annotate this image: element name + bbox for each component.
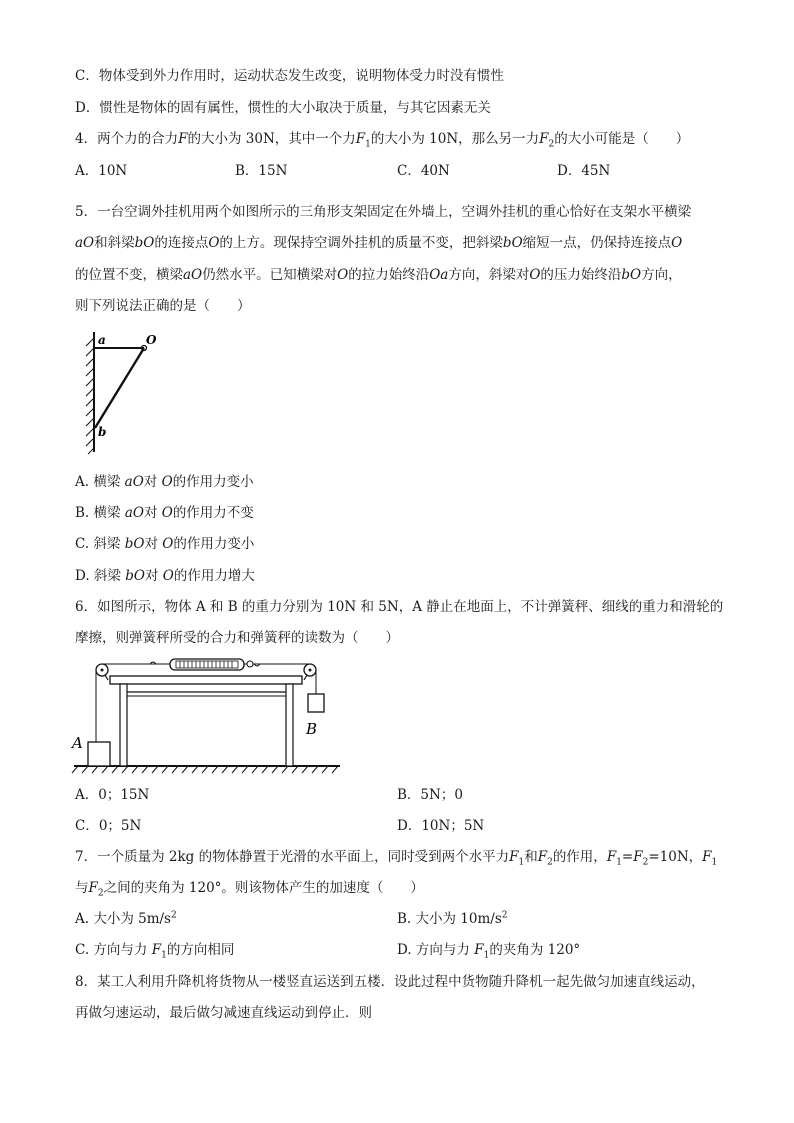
option-c-prev: C．物体受到外力作用时，运动状态发生改变，说明物体受力时没有惯性	[75, 68, 504, 84]
question-6-line-1: 6．如图所示，物体 A 和 B 的重力分别为 10N 和 5N，A 静止在地面上，不计弹簧秤、细线的重力和滑轮的	[75, 599, 724, 615]
label-b: b	[98, 425, 107, 439]
question-6-line-2: 摩擦，则弹簧秤所受的合力和弹簧秤的读数为（ ）	[75, 630, 399, 646]
question-7-line-1: 7．一个质量为 2kg 的物体静置于光滑的水平面上，同时受到两个水平力$F_1$和$F_2$的作用，$F_1=F_2=10N$，$F_1$	[75, 849, 718, 868]
label-b: B	[306, 720, 318, 738]
question-7-line-2: 与$F_2$之间的夹角为 120°。则该物体产生的加速度（ ）	[75, 880, 424, 899]
q6-option-b[interactable]: B．5N；0	[397, 787, 463, 803]
q5-option-d[interactable]: D. 斜梁 bO对 O的作用力增大	[75, 568, 255, 584]
question-5-line-4: 则下列说法正确的是（ ）	[75, 298, 251, 314]
q4-option-c[interactable]: C．40N	[397, 163, 450, 179]
label-a: A	[72, 734, 83, 752]
q6-option-c[interactable]: C．0；5N	[75, 818, 142, 834]
q7-option-a[interactable]: A. 大小为 $5m/s^2$	[75, 910, 177, 927]
label-a: a	[98, 333, 106, 347]
question-4: 4．两个力的合力F的大小为 30N，其中一个力$F_1$的大小为 10N，那么另一力$F_2$的大小可能是（ ）	[75, 131, 690, 150]
pulley-figure	[70, 656, 345, 776]
q5-option-c[interactable]: C. 斜梁 bO对 O的作用力变小	[75, 536, 255, 552]
option-d-prev: D．惯性是物体的固有属性，惯性的大小取决于质量，与其它因素无关	[75, 100, 491, 116]
question-8-line-2: 再做匀速运动，最后做匀减速直线运动到停止．则	[75, 1005, 372, 1021]
question-8-line-1: 8．某工人利用升降机将货物从一楼竖直运送到五楼．设此过程中货物随升降机一起先做匀加速直线运动，	[75, 974, 705, 990]
q7-option-d[interactable]: D. 方向与力 $F_1$的夹角为 120°	[397, 942, 581, 961]
q6-option-a[interactable]: A．0；15N	[75, 787, 150, 803]
q7-option-c[interactable]: C. 方向与力 $F_1$的方向相同	[75, 942, 235, 961]
question-5-line-3: 的位置不变，横梁aO仍然水平。已知横梁对O的拉力始终沿Oa方向，斜梁对O的压力始终沿bO方向，	[75, 267, 682, 283]
question-5-line-1: 5．一台空调外挂机用两个如图所示的三角形支架固定在外墙上，空调外挂机的重心恰好在支架水平横梁	[75, 204, 692, 220]
label-o: O	[146, 333, 157, 347]
q7-option-b[interactable]: B. 大小为 $10m/s^2$	[397, 910, 508, 927]
q4-option-a[interactable]: A．10N	[75, 163, 128, 179]
q6-option-d[interactable]: D．10N；5N	[397, 818, 485, 834]
bracket-figure	[80, 328, 170, 458]
question-5-line-2: aO和斜梁bO的连接点O的上方。现保持空调外挂机的质量不变，把斜梁bO缩短一点，仍保持连接点O	[75, 235, 683, 251]
q4-option-b[interactable]: B．15N	[235, 163, 288, 179]
q5-option-a[interactable]: A. 横梁 aO对 O的作用力变小	[75, 474, 254, 490]
q4-option-d[interactable]: D．45N	[557, 163, 611, 179]
q5-option-b[interactable]: B. 横梁 aO对 O的作用力不变	[75, 505, 254, 521]
